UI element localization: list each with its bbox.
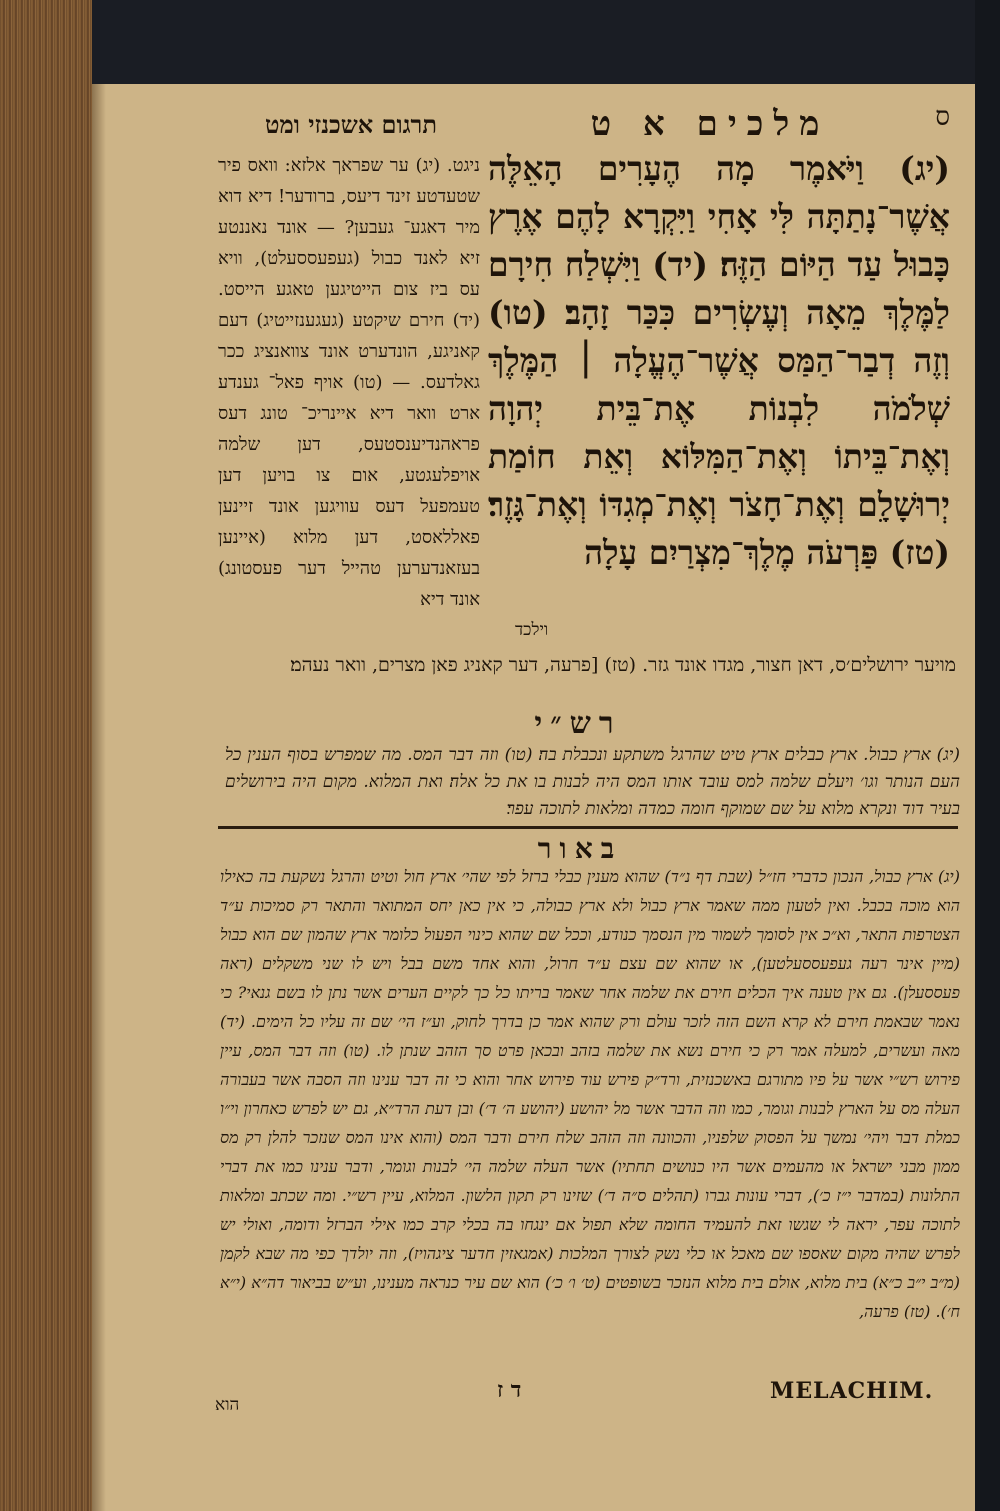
translation-continuation: מויער ירושלים׳ס, דאן חצור, מגדו אונד גזר. (טז) [פרעה, דער קאניג פאן מצרים, וואר נעהמ׃ <box>290 654 956 676</box>
footer-book-name: MELACHIM. <box>770 1378 934 1404</box>
rashi-title: רש״י <box>534 706 622 741</box>
biur-catchword: הוא <box>215 1395 240 1415</box>
biur-title: באור <box>537 832 623 865</box>
biur-commentary: (יג) ארץ כבול, הנכון כדברי חז״ל (שבת דף נ״ד) שהוא מענין כבלי ברזל לפי שהי׳ ארץ חול וטיט והרגל נשקעת בה כאילו הוא מוכה בכבל. ואין לטעון ממה שאמר ארץ כבול ולא ארץ כבולה, כי אין כאן יחס המתואר והתאר רק סמיכות ע״ד הצטרפות התאר, וא״כ אין לסומך לשמור מין הנסמך כנודע, וככל שם שהוא כינוי הפעול כלומר ארץ שהמון שם הוא כבול (מיין אינר רעה געפעססעלטען), או שהוא שם עצם ע״ד חרול, והוא אחד משם בבל ויש לו שני משקלים (ראה פעססעלן). גם אין טענה איך הכלים חירם את שלמה אחר שאמר בריתו כל כך לקיים הערים אשר נתן לו בשם גנאי? כי נאמר שבאמת חירם לא קרא השם הזה לזכר עולם ורק שהוא אמר כן בדרך לחוק, וע״ז הי׳ שם זה עליו כל הימים. (יד) מאה ועשרים, למעלה אמר רק כי חירם נשא את שלמה בזהב ובכאן פרט סך הזהב שנתן לו. (טו) וזה דבר המס, עיין פירוש רש״י אשר על פיו מתורגם באשכנזית, ורד״ק פירש עוד פירוש אחר והוא כי זה דבר ענינו וזה הסבה אשר בעבורה העלה מס על הארץ לבנות וגומר, כמו וזה הדבר אשר מל יהושע (יהושע ה׳ ד׳) ובן דעת הרד״א, גם יש לפרש כאחרון וי״ו כמלת דבר ויהי׳ נמשך על הפסוק שלפניו, והכוונה וזה הזהב שלח חירם ודבר המס (והוא אינו המס שנזכר להלן רק מס ממון מבני ישראל או מהעמים אשר היו כנושים תחתיו) אשר העלה שלמה הי׳ לבנות וגומר, ודבר ענינו כמו את דברי התלונות (במדבר י״ז כ׳), דברי עונות גברו (תהלים ס״ה ד׳) שזינו רק תקון הלשון. המלוא, עיין רש״י. ומה שכתב ומלאות לתוכה עפר, יראה לי שגשו זאת להעמיד החומה שלא תפול אם ינגחו בה בכלי קרב כמו אילי הברזל ודומה, ואולי יש לפרש שהיה מקום שאספו שם מאכל או כלי נשק לצורך המלכות (אמגאזין חדער ציגהויז), וזה יולדך כפי מה שבא לקמן (מ״ב י״ב כ״א) בית מלוא, אולם בית מלוא הנזכר בשופטים (ט׳ ו׳ כ׳) הוא שם עיר כנראה מענינו, וע״ש בביאור דה״א (י״א ח׳). (טז) פרעה, <box>220 867 961 1321</box>
bible-text-column: (יג) וַיֹּאמֶר מָה הֶעָרִים הָאֵלֶּה אֲשֶׁר־נָתַתָּה לִּי אָחִי וַיִּקְרָא לָהֶם אֶרֶץ כָּבוּל עַד הַיּוֹם הַזֶּה׃ (יד) וַיִּשְׁלַח חִירָם לַמֶּלֶךְ מֵאָה וְעֶשְׂרִים כִּכַּר זָהָב׃ (טו) וְזֶה דְבַר־הַמַּס אֲשֶׁר־הֶעֱלָה ׀ הַמֶּלֶךְ שְׁלֹמֹה לִבְנוֹת אֶת־בֵּית יְהוָה וְאֶת־בֵּיתוֹ וְאֶת־הַמִּלּוֹא וְאֵת חוֹמַת יְרוּשָׁלִָם וְאֶת־חָצֹר וְאֶת־מְגִדּוֹ וְאֶת־גָּזֶר׃ (טז) פַּרְעֹה מֶלֶךְ־מִצְרַיִם עָלָה <box>488 149 950 572</box>
german-translation-column: ניגט. (יג) ער שפראך אלזא: וואס פיר שטעדטע זינד דיעס, ברודער! דיא דוא מיר דאגע־ געבען? — אונד נאננטע זיא לאנד כבול (געפעססעלט), וויא עס ביז צום הייטיגען טאגע הייסט. (יד) חירם שיקטע (געגענזייטיג) דעם קאניגע, הונדערט אונד צוואנציג ככר גאלדעס. — (טו) אויף פאל־ גענדע ארט וואר דיא איינריכ־ טונג דעס פראהנדיענסטעס, דען שלמה אויפלעגטע, אום צו בויען דען טעמפעל דעס עוויגען אונד זיינען פאללאסט, דען מלוא (איינען בעזאנדערען טהייל דער פעסטונג) אונד דיא <box>218 155 480 610</box>
background-strip <box>975 0 1000 1511</box>
book-header: מלכים א ט <box>590 104 830 144</box>
gutter-shadow <box>92 84 106 1511</box>
translation-header: תרגום אשכנזי ומט <box>265 110 437 139</box>
page-number: ס <box>935 102 950 132</box>
signature-mark: ד ז <box>497 1377 522 1403</box>
bible-catchword: וילכד <box>515 620 549 640</box>
section-divider <box>218 826 958 829</box>
page-edges <box>0 0 92 1511</box>
rashi-commentary: (יג) ארץ כבול. ארץ כבלים ארץ טיט שהרגל משתקע ונכבלת בה׃ (טו) וזה דבר המס. מה שמפרש בסוף הענין כל העם הנותר וגו׳ ויעלם שלמה למס עובד אותו המס היה לבנות בו את כל אלה׃ ואת המלוא. מקום היה בירושלים בעיר דוד ונקרא מלוא על שם שמוקף חומה כמדה ומלאות לתוכה עפר׃ <box>225 745 960 819</box>
